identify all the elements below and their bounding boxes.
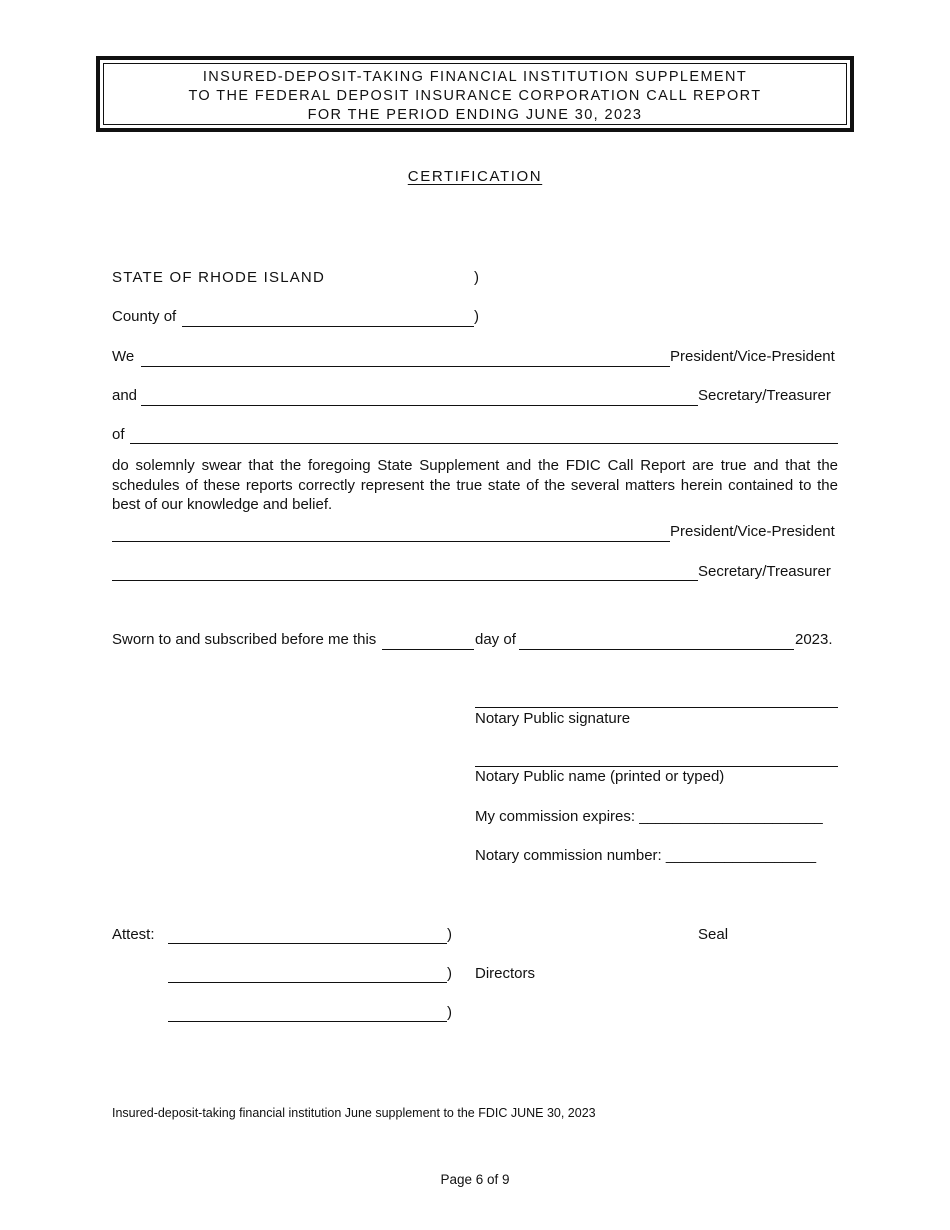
header-inner bbox=[103, 63, 847, 125]
president-name-field[interactable] bbox=[141, 366, 670, 367]
county-label: County of bbox=[112, 308, 177, 325]
notary-name-label: Notary Public name (printed or typed) bbox=[475, 768, 725, 785]
state-label: STATE OF RHODE ISLAND bbox=[112, 269, 326, 286]
secretary-signature-label: Secretary/Treasurer bbox=[698, 563, 831, 580]
director-signature-field-2[interactable] bbox=[168, 982, 447, 983]
director-signature-field-3[interactable] bbox=[168, 1021, 447, 1022]
of-label: of bbox=[112, 426, 125, 443]
sworn-prefix: Sworn to and subscribed before me this bbox=[112, 631, 377, 648]
certification-title: CERTIFICATION bbox=[407, 168, 543, 185]
header-box bbox=[96, 56, 854, 132]
institution-field[interactable] bbox=[130, 443, 838, 444]
sworn-day-field[interactable] bbox=[382, 649, 474, 650]
attest-paren-3: ) bbox=[447, 1004, 452, 1021]
directors-label: Directors bbox=[475, 965, 536, 982]
president-signature-field[interactable] bbox=[112, 541, 670, 542]
commission-number-field[interactable]: Notary commission number: __________________ bbox=[475, 847, 817, 864]
attest-paren-1: ) bbox=[447, 926, 452, 943]
header-line-2: TO THE FEDERAL DEPOSIT INSURANCE CORPORATION CALL REPORT bbox=[188, 88, 762, 104]
director-signature-field-1[interactable] bbox=[168, 943, 447, 944]
secretary-name-field[interactable] bbox=[141, 405, 698, 406]
and-label: and bbox=[112, 387, 138, 404]
sworn-year-label: 2023. bbox=[795, 631, 833, 648]
county-paren: ) bbox=[474, 308, 479, 325]
secretary-signature-field[interactable] bbox=[112, 580, 698, 581]
we-label: We bbox=[112, 348, 135, 365]
attest-paren-2: ) bbox=[447, 965, 452, 982]
president-signature-label: President/Vice-President bbox=[670, 523, 835, 540]
header-line-3: FOR THE PERIOD ENDING JUNE 30, 2023 bbox=[307, 107, 643, 123]
page-title bbox=[0, 168, 950, 185]
commission-expires-field[interactable]: My commission expires: ______________________ bbox=[475, 808, 823, 825]
president-title-label: President/Vice-President bbox=[670, 348, 835, 365]
secretary-title-label: Secretary/Treasurer bbox=[698, 387, 831, 404]
header-line-1: INSURED-DEPOSIT-TAKING FINANCIAL INSTITUTION SUPPLEMENT bbox=[202, 69, 748, 85]
sworn-month-field[interactable] bbox=[519, 649, 794, 650]
oath-statement: do solemnly swear that the foregoing State Supplement and the FDIC Call Report are true and that the schedules of these reports correctly represent the true state of the several matters herein contained to the best of our knowledge and belief. bbox=[112, 457, 838, 513]
sworn-day-of-label: day of bbox=[475, 631, 516, 648]
attest-label: Attest: bbox=[112, 926, 155, 943]
state-paren: ) bbox=[474, 269, 479, 286]
notary-signature-field[interactable] bbox=[475, 707, 838, 708]
notary-name-field[interactable] bbox=[475, 766, 838, 767]
county-field[interactable] bbox=[182, 326, 474, 327]
page-number: Page 6 of 9 bbox=[440, 1172, 510, 1187]
notary-signature-label: Notary Public signature bbox=[475, 710, 631, 727]
footer-note: Insured-deposit-taking financial institution June supplement to the FDIC JUNE 30, 2023 bbox=[112, 1106, 596, 1120]
seal-label: Seal bbox=[698, 926, 729, 943]
